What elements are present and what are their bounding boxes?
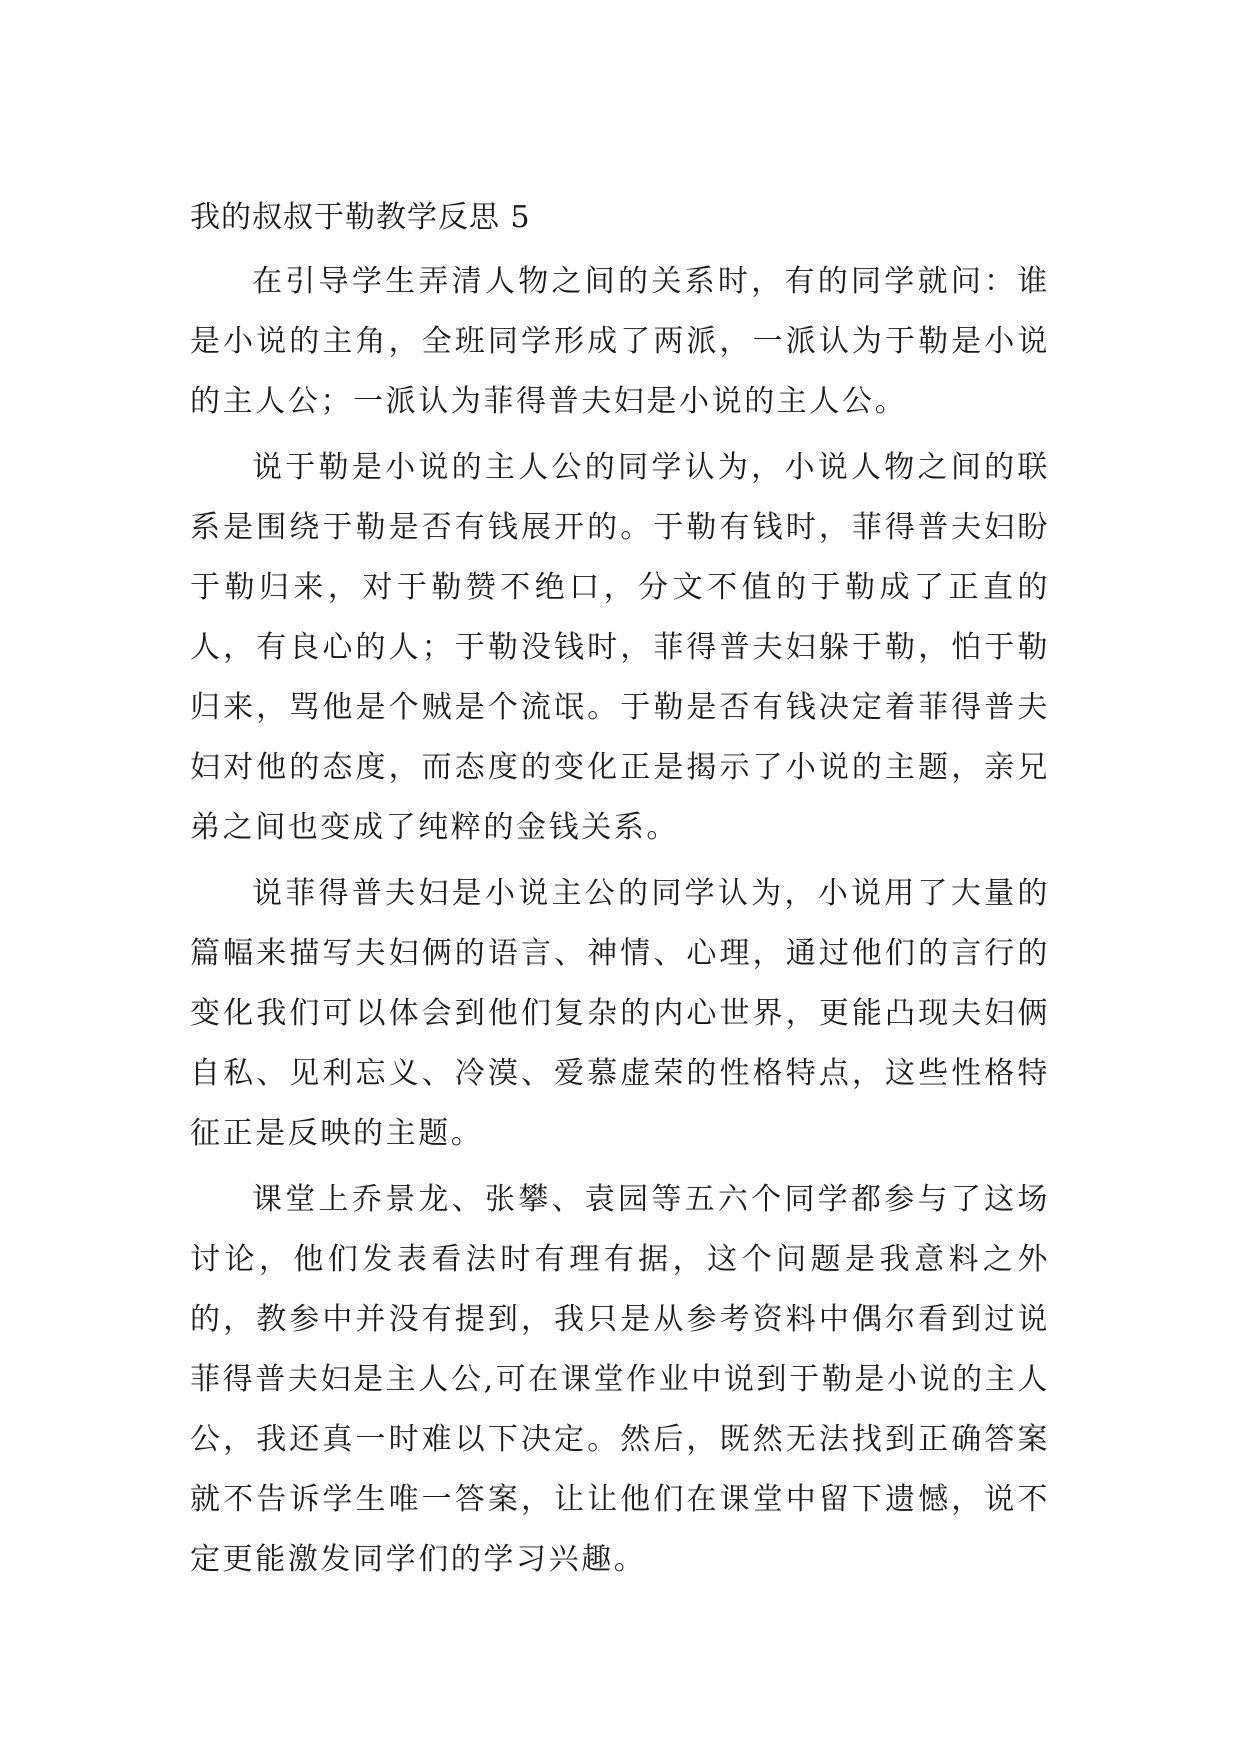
paragraph-3: 说菲得普夫妇是小说主公的同学认为，小说用了大量的篇幅来描写夫妇俩的语言、神情、心理，通过他们的言行的变化我们可以体会到他们复杂的内心世界，更能凸现夫妇俩自私、见利忘义、冷漠、爱慕虚荣的性格特点，这些性格特征正是反映的主题。 — [190, 876, 1050, 1151]
document-body — [190, 196, 1050, 1596]
paragraph-2: 说于勒是小说的主人公的同学认为，小说人物之间的联系是围绕于勒是否有钱展开的。于勒有钱时，菲得普夫妇盼于勒归来，对于勒赞不绝口，分文不值的于勒成了正直的人，有良心的人；于勒没钱时，菲得普夫妇躲于勒，怕于勒归来，骂他是个贼是个流氓。于勒是否有钱决定着菲得普夫妇对他的态度，而态度的变化正是揭示了小说的主题，亲兄弟之间也变成了纯粹的金钱关系。 — [190, 450, 1050, 845]
document-title: 我的叔叔于勒教学反思 5 — [190, 200, 531, 235]
paragraph-4: 课堂上乔景龙、张攀、袁园等五六个同学都参与了这场讨论，他们发表看法时有理有据，这个问题是我意料之外的，教参中并没有提到，我只是从参考资料中偶尔看到过说菲得普夫妇是主人公,可在课堂作业中说到于勒是小说的主人公，我还真一时难以下决定。然后，既然无法找到正确答案就不告诉学生唯一答案，让让他们在课堂中留下遗憾，说不定更能激发同学们的学习兴趣。 — [190, 1182, 1050, 1577]
paragraph-1: 在引导学生弄清人物之间的关系时，有的同学就问：谁是小说的主角，全班同学形成了两派，一派认为于勒是小说的主人公；一派认为菲得普夫妇是小说的主人公。 — [190, 264, 1050, 419]
